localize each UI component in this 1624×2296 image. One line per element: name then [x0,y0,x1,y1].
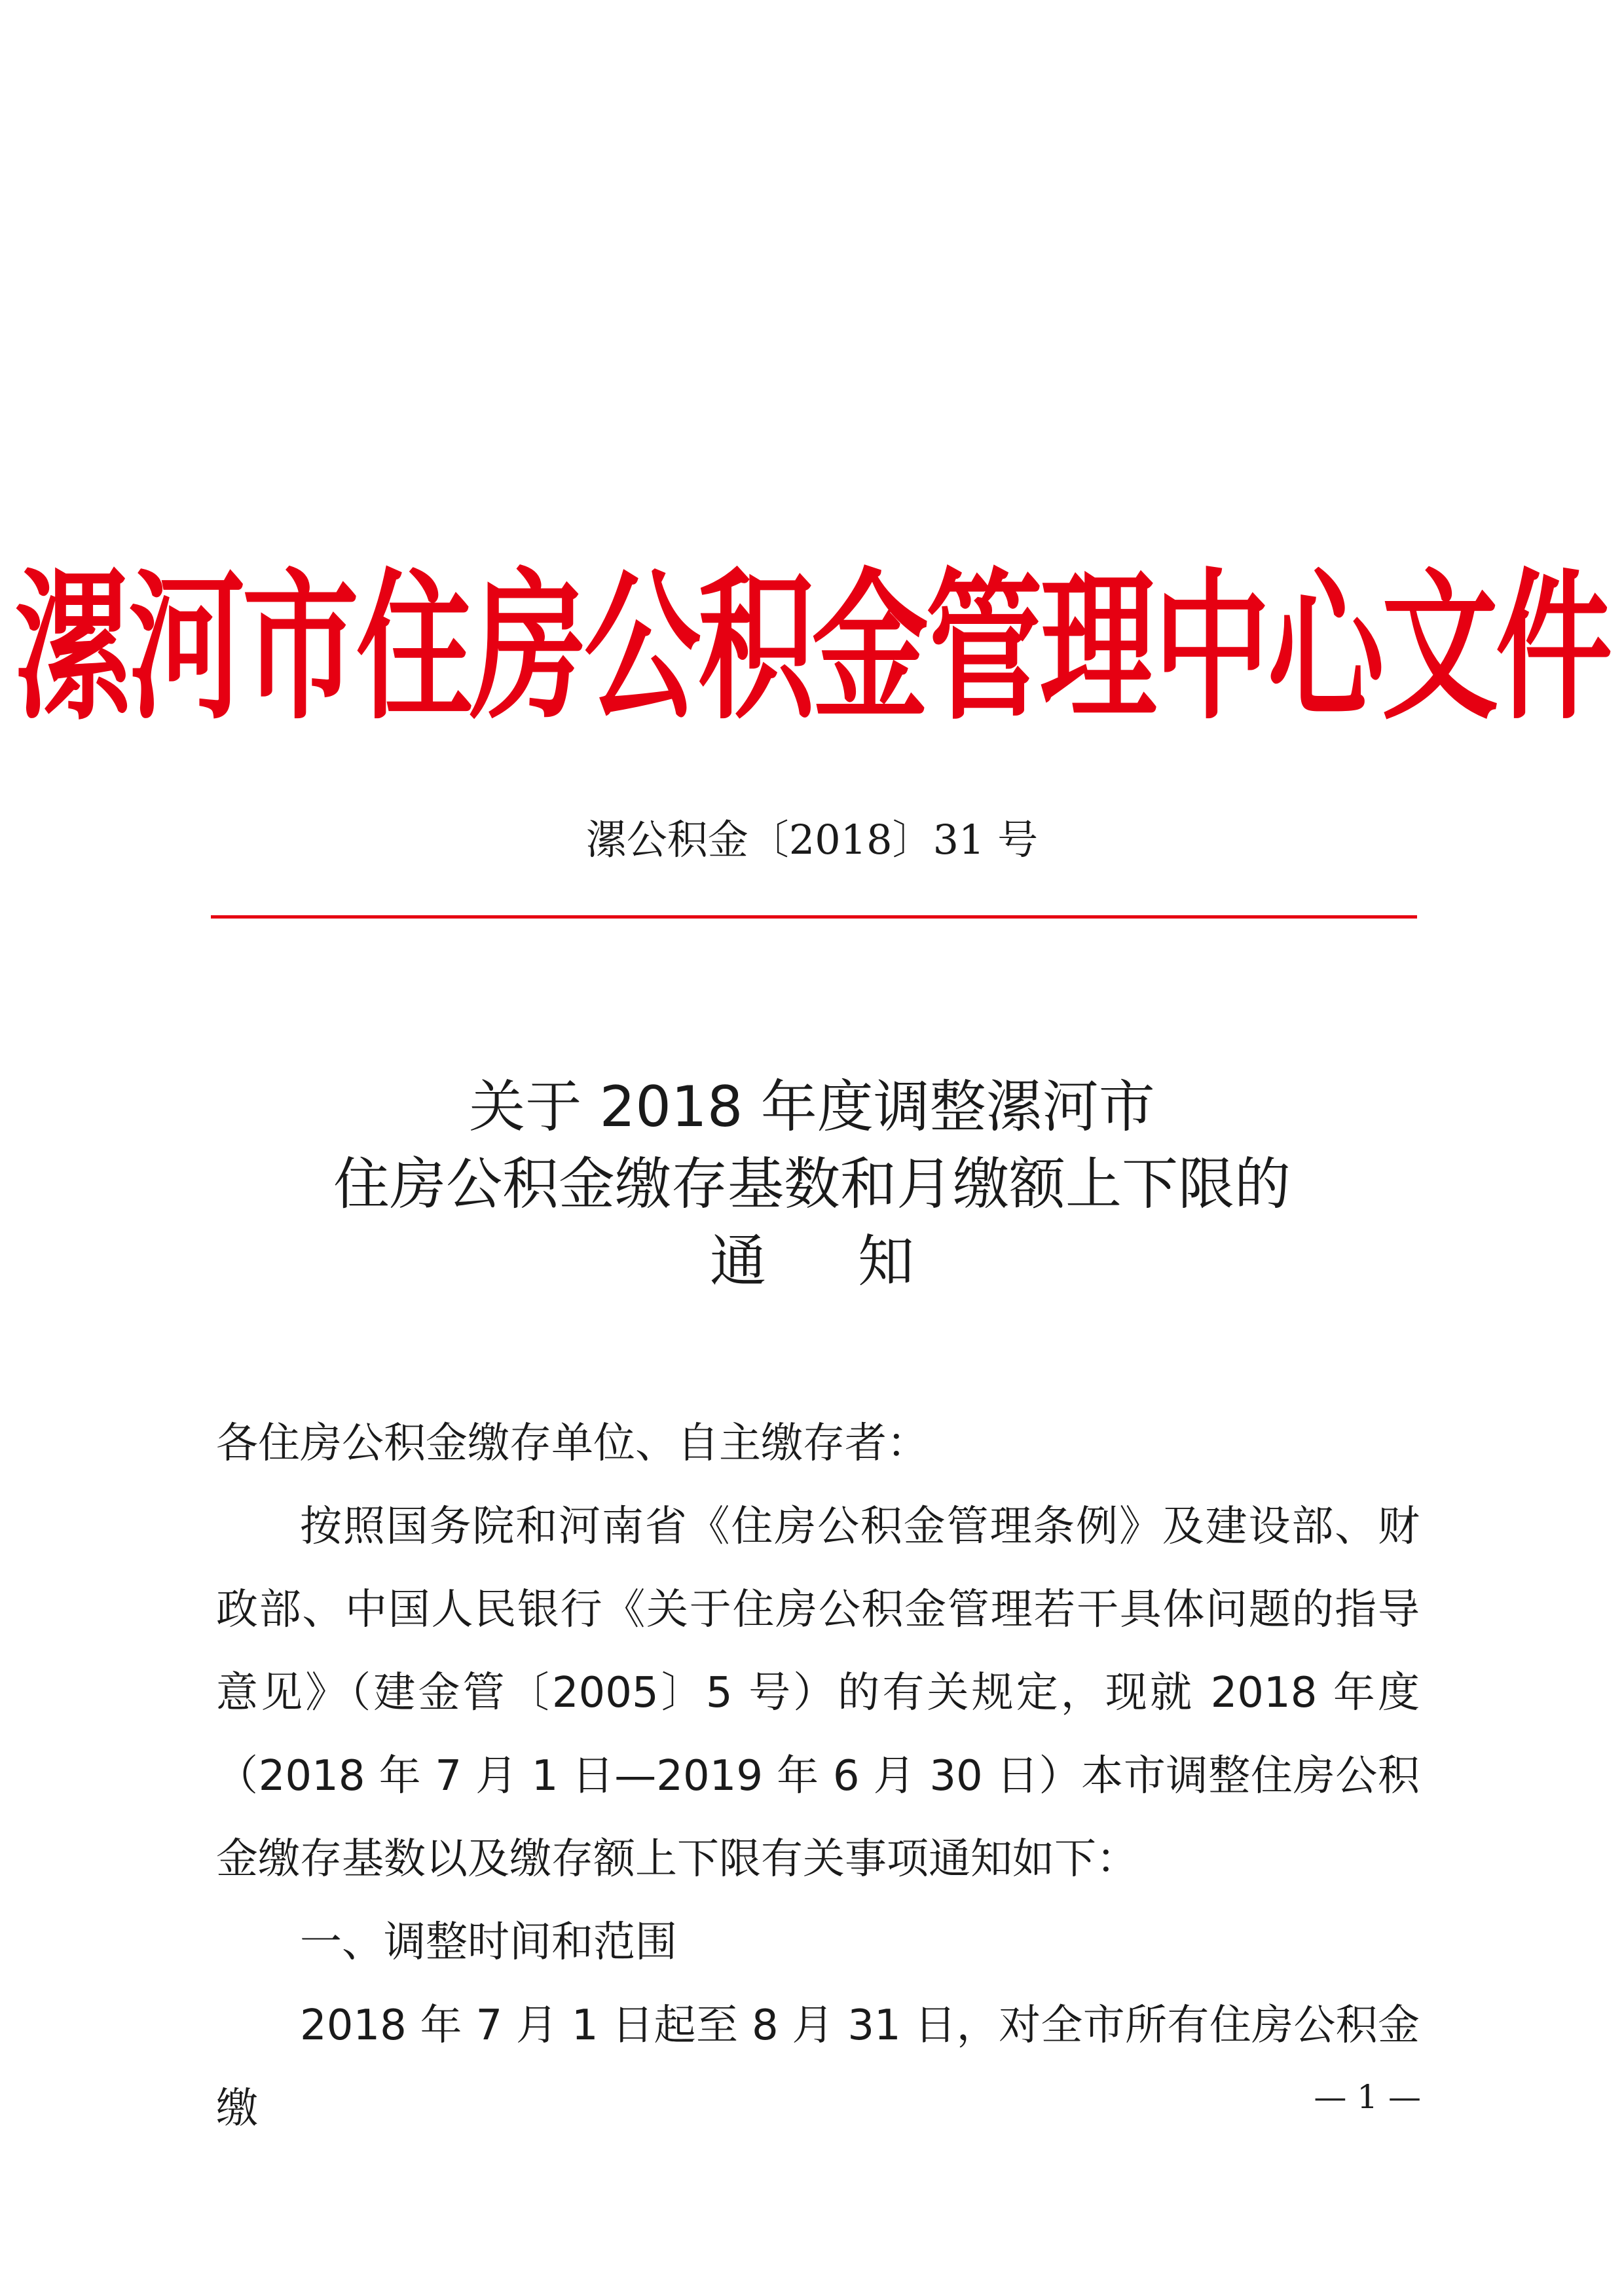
notice-title-line-1: 关于 2018 年度调整漯河市 [469,1074,1155,1140]
document-number: 漯公积金〔2018〕31 号 [585,816,1039,864]
page-number: — 1 — [1314,2078,1421,2116]
notice-body [216,1402,1420,2151]
body-paragraph-1: 按照国务院和河南省《住房公积金管理条例》及建设部、财政部、中国人民银行《关于住房公积金管理若干具体问题的指导意见》（建金管〔2005〕5 号）的有关规定，现就 2018 年度（2018 年 7 月 1 日—2019 年 6 月 30 日）本市调整住房公积金缴存基数以及缴存额上下限有关事项通知如下： [216,1503,1420,1884]
masthead-title: 漯河市住房公积金管理中心文件 [14,554,1610,742]
section-heading-1: 一、调整时间和范围 [300,1918,677,1967]
notice-title-line-3: 通知 [710,1229,1006,1294]
salutation: 各住房公积金缴存单位、自主缴存者： [216,1419,929,1468]
red-divider-line [211,915,1417,919]
notice-title-line-2: 住房公积金缴存基数和月缴额上下限的 [333,1152,1291,1217]
body-paragraph-2: 2018 年 7 月 1 日起至 8 月 31 日，对全市所有住房公积金缴 [216,2001,1420,2133]
notice-title [196,1068,1428,1300]
